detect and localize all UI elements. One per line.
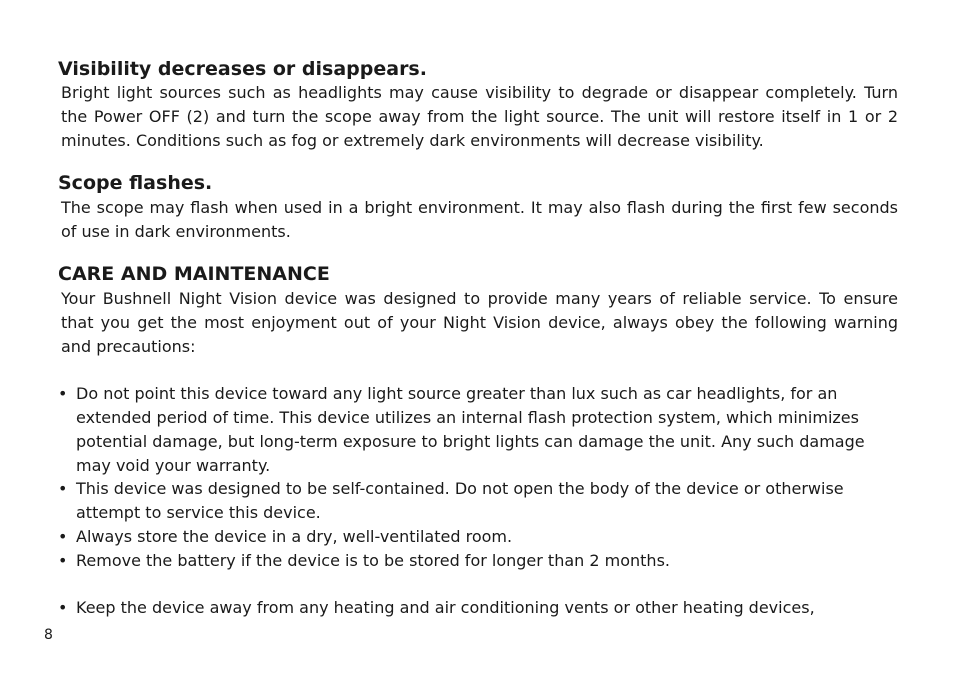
bullet-item-heating-vents [58,596,888,620]
bullet-text: Always store the device in a dry, well-ventilated room. [76,527,513,546]
bullet-item-battery [58,549,888,573]
bullet-marker: • [58,384,68,403]
section-body-flashes: The scope may flash when used in a bright environment. It may also flash during the first few seconds of use in dark environments. [61,198,898,241]
bullet-marker: • [58,479,68,498]
section-heading-flashes: Scope flashes. [58,172,213,194]
bullet-marker: • [58,551,68,570]
bullet-item-light-sources [58,382,888,478]
page-number: 8 [44,627,53,643]
section-heading-visibility: Visibility decreases or disappears. [58,58,427,80]
bullet-item-self-contained [58,477,888,525]
bullet-marker: • [58,527,68,546]
bullet-text: This device was designed to be self-contained. Do not open the body of the device or otherwise attempt to service this device. [76,479,844,522]
bullet-item-storage [58,525,888,549]
section-body-visibility: Bright light sources such as headlights may cause visibility to degrade or disappear completely. Turn the Power OFF (2) and turn the scope away from the light source. The unit will restore itself in 1 or 2 minutes. Conditions such as fog or extremely dark environments will decrease visibility. [61,83,898,150]
section-heading-care: CARE AND MAINTENANCE [58,263,330,285]
bullet-text: Do not point this device toward any light source greater than lux such as car headlights, for an extended period of time. This device utilizes an internal flash protection system, which minimizes potential damage, but long-term exposure to bright lights can damage the unit. Any such damage may void your warranty. [76,384,865,475]
bullet-marker: • [58,598,68,617]
bullet-text: Keep the device away from any heating and air conditioning vents or other heating devices, [76,598,815,617]
bullet-text: Remove the battery if the device is to be stored for longer than 2 months. [76,551,670,570]
section-body-care: Your Bushnell Night Vision device was designed to provide many years of reliable service. To ensure that you get the most enjoyment out of your Night Vision device, always obey the following warning and precautions: [61,289,898,356]
